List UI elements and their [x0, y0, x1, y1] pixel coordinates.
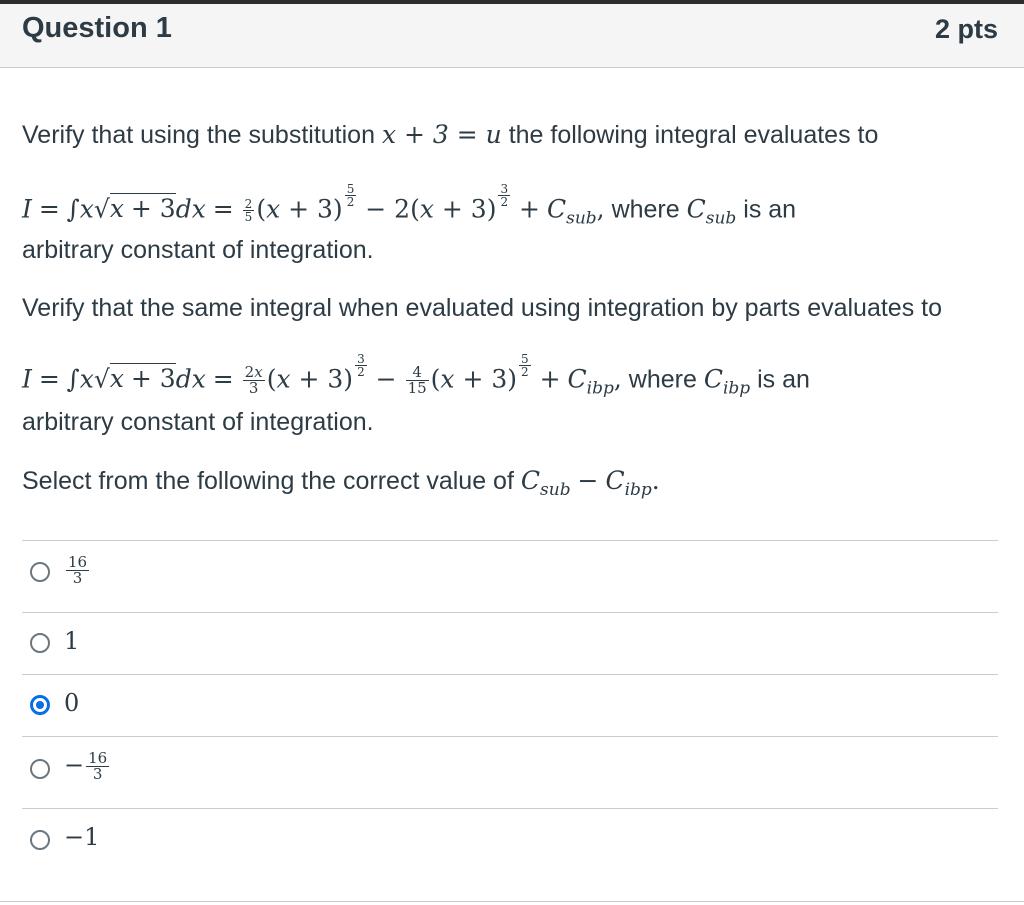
answer-label: 1 [64, 627, 80, 655]
p1-text: Verify that using the substitution [22, 121, 375, 149]
question-paragraph-1 [22, 120, 878, 150]
p2-where: where [611, 195, 680, 224]
p1-tail: the following integral evaluates to [508, 121, 879, 149]
radio-button-selected[interactable] [30, 695, 50, 715]
question-header [0, 4, 1024, 68]
radio-button[interactable] [30, 562, 50, 582]
answer-label: 0 [64, 689, 80, 717]
question-paragraph-7: Select from the following the correct value of $C_{sub} - C_{ibp}$. [22, 466, 660, 500]
question-paragraph-4: Verify that the same integral when evaluated using integration by parts evaluates to [22, 294, 943, 322]
radio-button[interactable] [30, 830, 50, 850]
p5-is-an: is an [757, 365, 810, 394]
p5-where: where [628, 365, 697, 394]
radio-button[interactable] [30, 633, 50, 653]
answer-label: $\frac{16}{3}$ [68, 553, 88, 587]
question-points: 2 pts [934, 14, 998, 44]
radio-button[interactable] [30, 759, 50, 779]
question-title: Question 1 [22, 12, 172, 44]
answer-option-3[interactable] [22, 674, 998, 736]
question-paragraph-6: arbitrary constant of integration. [22, 408, 374, 436]
substitution-math: x + 3 = u [381, 120, 502, 149]
answer-option-1[interactable] [22, 540, 998, 612]
question-paragraph-3: arbitrary constant of integration. [22, 236, 374, 264]
p7-text: Select from the following the correct value of [22, 467, 514, 495]
answer-option-2[interactable] [22, 612, 998, 674]
answer-option-5[interactable] [22, 808, 998, 870]
answer-option-4[interactable] [22, 736, 998, 808]
substitution-formula: I = ∫x√x + 3dx = $\frac{2}{5}$ (x + 3) $\frac{5}{2}$ − 2(x + 3) $\frac{3}{2}$ + $C_{sub}$, where $C_{sub}$ is an [22, 181, 797, 229]
integration-by-parts-formula: I = ∫x√x + 3dx = $\frac{2x}{3}$ (x + 3) $\frac{3}{2}$ − $\frac{4}{15}$ (x + 3) $\frac{5}{2}$ + $C_{ibp}$, where $C_{ibp}$ is an [22, 351, 810, 399]
answer-label: −1 [64, 823, 100, 851]
bottom-divider [0, 901, 1024, 902]
p2-is-an: is an [743, 195, 797, 224]
answer-label: − $\frac{16}{3}$ [64, 749, 108, 783]
